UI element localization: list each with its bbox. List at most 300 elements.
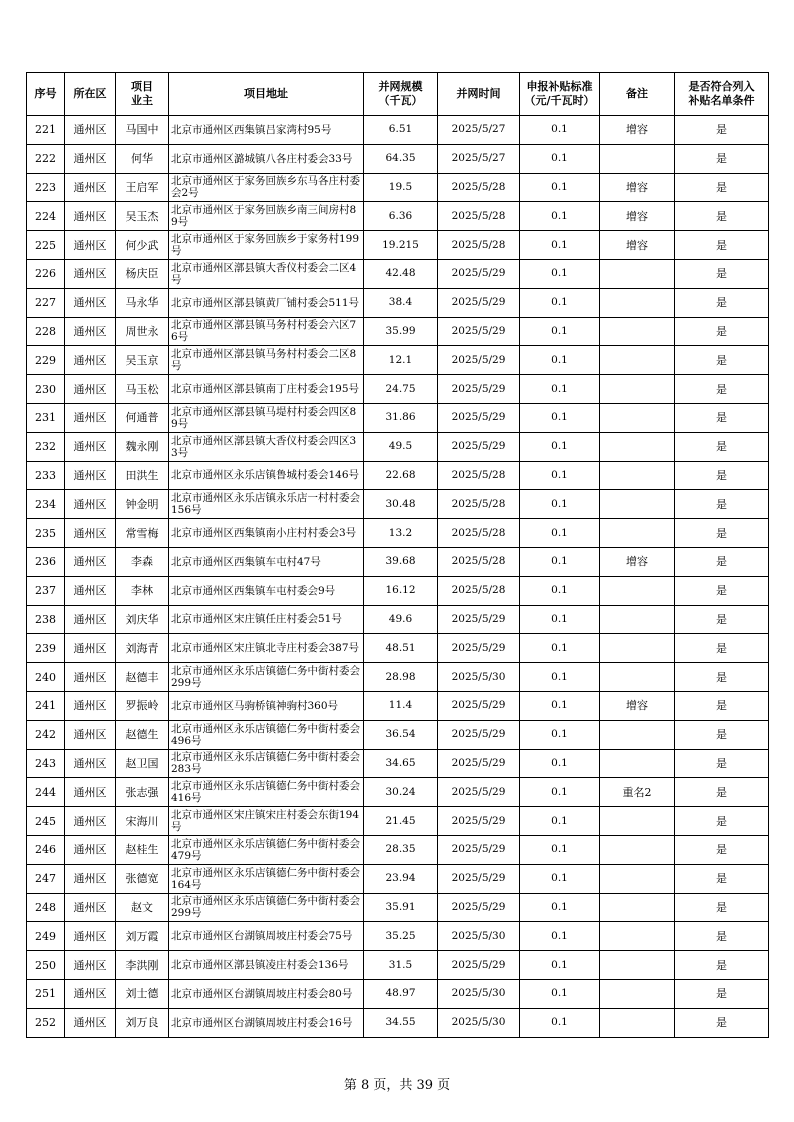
cell-address: 北京市通州区西集镇吕家湾村95号 bbox=[169, 116, 364, 145]
cell-no: 238 bbox=[27, 605, 65, 634]
table-row bbox=[27, 605, 769, 634]
cell-capacity: 22.68 bbox=[364, 461, 438, 490]
cell-district: 通州区 bbox=[65, 720, 116, 749]
cell-eligible: 是 bbox=[675, 634, 769, 663]
cell-subsidy: 0.1 bbox=[520, 432, 600, 461]
cell-note: 增容 bbox=[600, 231, 675, 260]
cell-eligible: 是 bbox=[675, 202, 769, 231]
cell-capacity: 28.98 bbox=[364, 663, 438, 692]
table-row bbox=[27, 663, 769, 692]
table-row bbox=[27, 403, 769, 432]
cell-no: 246 bbox=[27, 835, 65, 864]
cell-address: 北京市通州区永乐店镇德仁务中街村委会164号 bbox=[169, 864, 364, 893]
cell-subsidy: 0.1 bbox=[520, 317, 600, 346]
cell-owner: 刘万良 bbox=[116, 1008, 169, 1037]
cell-capacity: 28.35 bbox=[364, 835, 438, 864]
cell-subsidy: 0.1 bbox=[520, 547, 600, 576]
table-row bbox=[27, 1008, 769, 1037]
cell-note bbox=[600, 288, 675, 317]
cell-date: 2025/5/29 bbox=[438, 375, 520, 404]
cell-date: 2025/5/29 bbox=[438, 317, 520, 346]
cell-address: 北京市通州区永乐店镇德仁务中街村委会496号 bbox=[169, 720, 364, 749]
cell-date: 2025/5/28 bbox=[438, 576, 520, 605]
cell-note bbox=[600, 835, 675, 864]
cell-note bbox=[600, 893, 675, 922]
cell-address: 北京市通州区永乐店镇永乐店一村村委会156号 bbox=[169, 490, 364, 519]
cell-note bbox=[600, 576, 675, 605]
cell-subsidy: 0.1 bbox=[520, 173, 600, 202]
cell-note bbox=[600, 403, 675, 432]
cell-no: 228 bbox=[27, 317, 65, 346]
cell-subsidy: 0.1 bbox=[520, 403, 600, 432]
cell-date: 2025/5/28 bbox=[438, 231, 520, 260]
cell-capacity: 35.91 bbox=[364, 893, 438, 922]
cell-district: 通州区 bbox=[65, 663, 116, 692]
cell-district: 通州区 bbox=[65, 951, 116, 980]
cell-district: 通州区 bbox=[65, 432, 116, 461]
cell-date: 2025/5/29 bbox=[438, 288, 520, 317]
cell-eligible: 是 bbox=[675, 461, 769, 490]
table-row bbox=[27, 490, 769, 519]
cell-owner: 马永华 bbox=[116, 288, 169, 317]
cell-owner: 钟金明 bbox=[116, 490, 169, 519]
cell-date: 2025/5/30 bbox=[438, 979, 520, 1008]
cell-eligible: 是 bbox=[675, 519, 769, 548]
cell-no: 239 bbox=[27, 634, 65, 663]
header-district: 所在区 bbox=[65, 73, 116, 116]
cell-district: 通州区 bbox=[65, 576, 116, 605]
cell-no: 224 bbox=[27, 202, 65, 231]
table-row bbox=[27, 835, 769, 864]
cell-date: 2025/5/29 bbox=[438, 346, 520, 375]
table-row bbox=[27, 346, 769, 375]
cell-capacity: 34.55 bbox=[364, 1008, 438, 1037]
cell-date: 2025/5/28 bbox=[438, 490, 520, 519]
table-row bbox=[27, 807, 769, 836]
cell-subsidy: 0.1 bbox=[520, 259, 600, 288]
cell-subsidy: 0.1 bbox=[520, 835, 600, 864]
cell-capacity: 16.12 bbox=[364, 576, 438, 605]
cell-date: 2025/5/29 bbox=[438, 951, 520, 980]
cell-no: 237 bbox=[27, 576, 65, 605]
cell-note bbox=[600, 720, 675, 749]
cell-district: 通州区 bbox=[65, 807, 116, 836]
cell-address: 北京市通州区永乐店镇德仁务中街村委会416号 bbox=[169, 778, 364, 807]
cell-no: 243 bbox=[27, 749, 65, 778]
cell-date: 2025/5/28 bbox=[438, 173, 520, 202]
cell-owner: 马玉松 bbox=[116, 375, 169, 404]
cell-date: 2025/5/29 bbox=[438, 720, 520, 749]
cell-date: 2025/5/28 bbox=[438, 202, 520, 231]
cell-owner: 宋海川 bbox=[116, 807, 169, 836]
cell-eligible: 是 bbox=[675, 663, 769, 692]
cell-district: 通州区 bbox=[65, 547, 116, 576]
cell-no: 234 bbox=[27, 490, 65, 519]
cell-address: 北京市通州区潞城镇八各庄村委会33号 bbox=[169, 144, 364, 173]
cell-address: 北京市通州区西集镇南小庄村村委会3号 bbox=[169, 519, 364, 548]
cell-address: 北京市通州区永乐店镇德仁务中街村委会299号 bbox=[169, 893, 364, 922]
cell-owner: 罗振岭 bbox=[116, 691, 169, 720]
cell-eligible: 是 bbox=[675, 778, 769, 807]
cell-capacity: 13.2 bbox=[364, 519, 438, 548]
cell-subsidy: 0.1 bbox=[520, 231, 600, 260]
cell-eligible: 是 bbox=[675, 893, 769, 922]
table-row bbox=[27, 893, 769, 922]
cell-owner: 赵德丰 bbox=[116, 663, 169, 692]
header-owner: 项目 业主 bbox=[116, 73, 169, 116]
cell-address: 北京市通州区台湖镇周坡庄村委会75号 bbox=[169, 922, 364, 951]
cell-district: 通州区 bbox=[65, 317, 116, 346]
table-row bbox=[27, 547, 769, 576]
cell-date: 2025/5/29 bbox=[438, 691, 520, 720]
cell-eligible: 是 bbox=[675, 432, 769, 461]
cell-address: 北京市通州区宋庄镇任庄村委会51号 bbox=[169, 605, 364, 634]
table-row bbox=[27, 576, 769, 605]
header-no: 序号 bbox=[27, 73, 65, 116]
cell-no: 222 bbox=[27, 144, 65, 173]
table-row bbox=[27, 144, 769, 173]
cell-subsidy: 0.1 bbox=[520, 864, 600, 893]
cell-eligible: 是 bbox=[675, 288, 769, 317]
table-row bbox=[27, 864, 769, 893]
cell-address: 北京市通州区永乐店镇德仁务中街村委会299号 bbox=[169, 663, 364, 692]
cell-no: 232 bbox=[27, 432, 65, 461]
cell-capacity: 36.54 bbox=[364, 720, 438, 749]
cell-date: 2025/5/27 bbox=[438, 144, 520, 173]
cell-no: 226 bbox=[27, 259, 65, 288]
cell-date: 2025/5/29 bbox=[438, 807, 520, 836]
cell-subsidy: 0.1 bbox=[520, 778, 600, 807]
cell-address: 北京市通州区西集镇车屯村委会9号 bbox=[169, 576, 364, 605]
cell-capacity: 39.68 bbox=[364, 547, 438, 576]
cell-address: 北京市通州区漷县镇马堤村村委会四区89号 bbox=[169, 403, 364, 432]
cell-capacity: 19.215 bbox=[364, 231, 438, 260]
cell-note: 增容 bbox=[600, 173, 675, 202]
page-footer: 第 8 页，共 39 页 bbox=[343, 1078, 451, 1093]
cell-no: 249 bbox=[27, 922, 65, 951]
cell-owner: 赵文 bbox=[116, 893, 169, 922]
cell-address: 北京市通州区马驹桥镇神驹村360号 bbox=[169, 691, 364, 720]
table-row bbox=[27, 749, 769, 778]
cell-subsidy: 0.1 bbox=[520, 576, 600, 605]
cell-capacity: 35.25 bbox=[364, 922, 438, 951]
cell-date: 2025/5/29 bbox=[438, 605, 520, 634]
cell-date: 2025/5/27 bbox=[438, 116, 520, 145]
cell-no: 251 bbox=[27, 979, 65, 1008]
cell-address: 北京市通州区漷县镇南丁庄村委会195号 bbox=[169, 375, 364, 404]
cell-district: 通州区 bbox=[65, 173, 116, 202]
cell-capacity: 48.51 bbox=[364, 634, 438, 663]
cell-district: 通州区 bbox=[65, 346, 116, 375]
cell-district: 通州区 bbox=[65, 144, 116, 173]
cell-owner: 常雪梅 bbox=[116, 519, 169, 548]
cell-subsidy: 0.1 bbox=[520, 634, 600, 663]
cell-subsidy: 0.1 bbox=[520, 375, 600, 404]
cell-eligible: 是 bbox=[675, 1008, 769, 1037]
cell-date: 2025/5/29 bbox=[438, 778, 520, 807]
cell-owner: 魏永刚 bbox=[116, 432, 169, 461]
cell-owner: 何华 bbox=[116, 144, 169, 173]
cell-capacity: 24.75 bbox=[364, 375, 438, 404]
cell-note bbox=[600, 346, 675, 375]
table-row bbox=[27, 173, 769, 202]
table-row bbox=[27, 288, 769, 317]
table-row bbox=[27, 375, 769, 404]
table-row bbox=[27, 951, 769, 980]
cell-district: 通州区 bbox=[65, 116, 116, 145]
cell-date: 2025/5/29 bbox=[438, 893, 520, 922]
subsidy-table bbox=[26, 72, 769, 1038]
cell-district: 通州区 bbox=[65, 519, 116, 548]
cell-owner: 马国中 bbox=[116, 116, 169, 145]
cell-eligible: 是 bbox=[675, 864, 769, 893]
cell-district: 通州区 bbox=[65, 778, 116, 807]
cell-no: 225 bbox=[27, 231, 65, 260]
cell-address: 北京市通州区于家务回族乡于家务村199号 bbox=[169, 231, 364, 260]
cell-eligible: 是 bbox=[675, 979, 769, 1008]
cell-address: 北京市通州区漷县镇大香仪村委会四区33号 bbox=[169, 432, 364, 461]
table-row bbox=[27, 461, 769, 490]
cell-district: 通州区 bbox=[65, 375, 116, 404]
cell-no: 245 bbox=[27, 807, 65, 836]
cell-note bbox=[600, 432, 675, 461]
cell-date: 2025/5/30 bbox=[438, 922, 520, 951]
cell-owner: 刘海青 bbox=[116, 634, 169, 663]
cell-date: 2025/5/29 bbox=[438, 749, 520, 778]
cell-owner: 王启军 bbox=[116, 173, 169, 202]
cell-capacity: 31.5 bbox=[364, 951, 438, 980]
cell-district: 通州区 bbox=[65, 461, 116, 490]
cell-eligible: 是 bbox=[675, 403, 769, 432]
cell-no: 241 bbox=[27, 691, 65, 720]
cell-owner: 赵德生 bbox=[116, 720, 169, 749]
cell-note bbox=[600, 634, 675, 663]
cell-note: 增容 bbox=[600, 116, 675, 145]
cell-no: 230 bbox=[27, 375, 65, 404]
cell-note bbox=[600, 922, 675, 951]
cell-address: 北京市通州区漷县镇凌庄村委会136号 bbox=[169, 951, 364, 980]
cell-subsidy: 0.1 bbox=[520, 1008, 600, 1037]
cell-owner: 赵桂生 bbox=[116, 835, 169, 864]
cell-no: 240 bbox=[27, 663, 65, 692]
cell-owner: 周世永 bbox=[116, 317, 169, 346]
cell-eligible: 是 bbox=[675, 317, 769, 346]
cell-note: 增容 bbox=[600, 547, 675, 576]
table-row bbox=[27, 922, 769, 951]
cell-district: 通州区 bbox=[65, 864, 116, 893]
cell-note bbox=[600, 259, 675, 288]
cell-date: 2025/5/28 bbox=[438, 547, 520, 576]
cell-no: 250 bbox=[27, 951, 65, 980]
cell-no: 231 bbox=[27, 403, 65, 432]
cell-eligible: 是 bbox=[675, 749, 769, 778]
cell-subsidy: 0.1 bbox=[520, 461, 600, 490]
cell-address: 北京市通州区于家务回族乡南三间房村89号 bbox=[169, 202, 364, 231]
cell-owner: 张志强 bbox=[116, 778, 169, 807]
header-capacity: 并网规模 （千瓦） bbox=[364, 73, 438, 116]
cell-no: 244 bbox=[27, 778, 65, 807]
cell-note: 增容 bbox=[600, 691, 675, 720]
header-date: 并网时间 bbox=[438, 73, 520, 116]
cell-note bbox=[600, 864, 675, 893]
cell-owner: 何少武 bbox=[116, 231, 169, 260]
cell-no: 235 bbox=[27, 519, 65, 548]
cell-capacity: 12.1 bbox=[364, 346, 438, 375]
cell-owner: 吴玉杰 bbox=[116, 202, 169, 231]
cell-address: 北京市通州区于家务回族乡东马各庄村委会2号 bbox=[169, 173, 364, 202]
cell-note bbox=[600, 317, 675, 346]
table-row bbox=[27, 691, 769, 720]
cell-capacity: 31.86 bbox=[364, 403, 438, 432]
cell-capacity: 6.36 bbox=[364, 202, 438, 231]
cell-capacity: 49.5 bbox=[364, 432, 438, 461]
cell-district: 通州区 bbox=[65, 1008, 116, 1037]
cell-district: 通州区 bbox=[65, 202, 116, 231]
cell-note bbox=[600, 605, 675, 634]
cell-capacity: 48.97 bbox=[364, 979, 438, 1008]
cell-note bbox=[600, 979, 675, 1008]
cell-capacity: 38.4 bbox=[364, 288, 438, 317]
cell-address: 北京市通州区漷县镇马务村村委会二区8号 bbox=[169, 346, 364, 375]
cell-capacity: 11.4 bbox=[364, 691, 438, 720]
table-row bbox=[27, 432, 769, 461]
cell-owner: 何通普 bbox=[116, 403, 169, 432]
cell-eligible: 是 bbox=[675, 691, 769, 720]
cell-eligible: 是 bbox=[675, 116, 769, 145]
cell-capacity: 49.6 bbox=[364, 605, 438, 634]
cell-date: 2025/5/30 bbox=[438, 663, 520, 692]
cell-district: 通州区 bbox=[65, 979, 116, 1008]
cell-note bbox=[600, 144, 675, 173]
cell-note bbox=[600, 375, 675, 404]
cell-address: 北京市通州区宋庄镇宋庄村委会东街194号 bbox=[169, 807, 364, 836]
cell-subsidy: 0.1 bbox=[520, 663, 600, 692]
cell-eligible: 是 bbox=[675, 375, 769, 404]
cell-subsidy: 0.1 bbox=[520, 922, 600, 951]
cell-district: 通州区 bbox=[65, 403, 116, 432]
table-row bbox=[27, 519, 769, 548]
table-row bbox=[27, 317, 769, 346]
cell-subsidy: 0.1 bbox=[520, 116, 600, 145]
cell-subsidy: 0.1 bbox=[520, 691, 600, 720]
cell-subsidy: 0.1 bbox=[520, 288, 600, 317]
cell-subsidy: 0.1 bbox=[520, 807, 600, 836]
cell-subsidy: 0.1 bbox=[520, 893, 600, 922]
table-row bbox=[27, 259, 769, 288]
cell-no: 233 bbox=[27, 461, 65, 490]
cell-capacity: 30.48 bbox=[364, 490, 438, 519]
cell-subsidy: 0.1 bbox=[520, 720, 600, 749]
cell-no: 229 bbox=[27, 346, 65, 375]
cell-subsidy: 0.1 bbox=[520, 144, 600, 173]
cell-eligible: 是 bbox=[675, 922, 769, 951]
cell-eligible: 是 bbox=[675, 720, 769, 749]
cell-capacity: 34.65 bbox=[364, 749, 438, 778]
cell-owner: 杨庆臣 bbox=[116, 259, 169, 288]
cell-capacity: 35.99 bbox=[364, 317, 438, 346]
cell-subsidy: 0.1 bbox=[520, 951, 600, 980]
cell-no: 248 bbox=[27, 893, 65, 922]
cell-address: 北京市通州区西集镇车屯村47号 bbox=[169, 547, 364, 576]
cell-eligible: 是 bbox=[675, 490, 769, 519]
cell-no: 227 bbox=[27, 288, 65, 317]
cell-district: 通州区 bbox=[65, 691, 116, 720]
cell-date: 2025/5/28 bbox=[438, 461, 520, 490]
cell-eligible: 是 bbox=[675, 605, 769, 634]
cell-note: 增容 bbox=[600, 202, 675, 231]
cell-eligible: 是 bbox=[675, 173, 769, 202]
cell-district: 通州区 bbox=[65, 231, 116, 260]
cell-owner: 李森 bbox=[116, 547, 169, 576]
header-subsidy: 申报补贴标准 （元/千瓦时） bbox=[520, 73, 600, 116]
cell-capacity: 30.24 bbox=[364, 778, 438, 807]
cell-date: 2025/5/29 bbox=[438, 259, 520, 288]
cell-district: 通州区 bbox=[65, 288, 116, 317]
cell-owner: 刘士德 bbox=[116, 979, 169, 1008]
header-eligible: 是否符合列入 补贴名单条件 bbox=[675, 73, 769, 116]
cell-district: 通州区 bbox=[65, 605, 116, 634]
cell-subsidy: 0.1 bbox=[520, 202, 600, 231]
cell-address: 北京市通州区漷县镇马务村村委会六区76号 bbox=[169, 317, 364, 346]
cell-eligible: 是 bbox=[675, 144, 769, 173]
cell-date: 2025/5/29 bbox=[438, 864, 520, 893]
table-row bbox=[27, 778, 769, 807]
cell-district: 通州区 bbox=[65, 490, 116, 519]
cell-no: 223 bbox=[27, 173, 65, 202]
cell-no: 221 bbox=[27, 116, 65, 145]
cell-eligible: 是 bbox=[675, 835, 769, 864]
table-row bbox=[27, 720, 769, 749]
cell-address: 北京市通州区漷县镇黄厂铺村委会511号 bbox=[169, 288, 364, 317]
cell-capacity: 42.48 bbox=[364, 259, 438, 288]
cell-note bbox=[600, 663, 675, 692]
cell-capacity: 19.5 bbox=[364, 173, 438, 202]
cell-eligible: 是 bbox=[675, 951, 769, 980]
cell-date: 2025/5/29 bbox=[438, 403, 520, 432]
cell-date: 2025/5/30 bbox=[438, 1008, 520, 1037]
cell-note bbox=[600, 1008, 675, 1037]
table-row bbox=[27, 634, 769, 663]
cell-note: 重名2 bbox=[600, 778, 675, 807]
cell-district: 通州区 bbox=[65, 922, 116, 951]
cell-no: 252 bbox=[27, 1008, 65, 1037]
cell-eligible: 是 bbox=[675, 259, 769, 288]
header-note: 备注 bbox=[600, 73, 675, 116]
cell-district: 通州区 bbox=[65, 749, 116, 778]
cell-note bbox=[600, 490, 675, 519]
header-address: 项目地址 bbox=[169, 73, 364, 116]
cell-owner: 田洪生 bbox=[116, 461, 169, 490]
cell-subsidy: 0.1 bbox=[520, 490, 600, 519]
cell-owner: 刘庆华 bbox=[116, 605, 169, 634]
cell-note bbox=[600, 951, 675, 980]
cell-subsidy: 0.1 bbox=[520, 605, 600, 634]
cell-eligible: 是 bbox=[675, 231, 769, 260]
cell-note bbox=[600, 749, 675, 778]
cell-date: 2025/5/28 bbox=[438, 519, 520, 548]
cell-note bbox=[600, 807, 675, 836]
cell-owner: 张德宽 bbox=[116, 864, 169, 893]
cell-no: 236 bbox=[27, 547, 65, 576]
cell-eligible: 是 bbox=[675, 547, 769, 576]
cell-address: 北京市通州区永乐店镇鲁城村委会146号 bbox=[169, 461, 364, 490]
cell-address: 北京市通州区永乐店镇德仁务中街村委会479号 bbox=[169, 835, 364, 864]
cell-subsidy: 0.1 bbox=[520, 749, 600, 778]
table-row bbox=[27, 231, 769, 260]
cell-note bbox=[600, 519, 675, 548]
cell-owner: 吴玉京 bbox=[116, 346, 169, 375]
cell-date: 2025/5/29 bbox=[438, 432, 520, 461]
